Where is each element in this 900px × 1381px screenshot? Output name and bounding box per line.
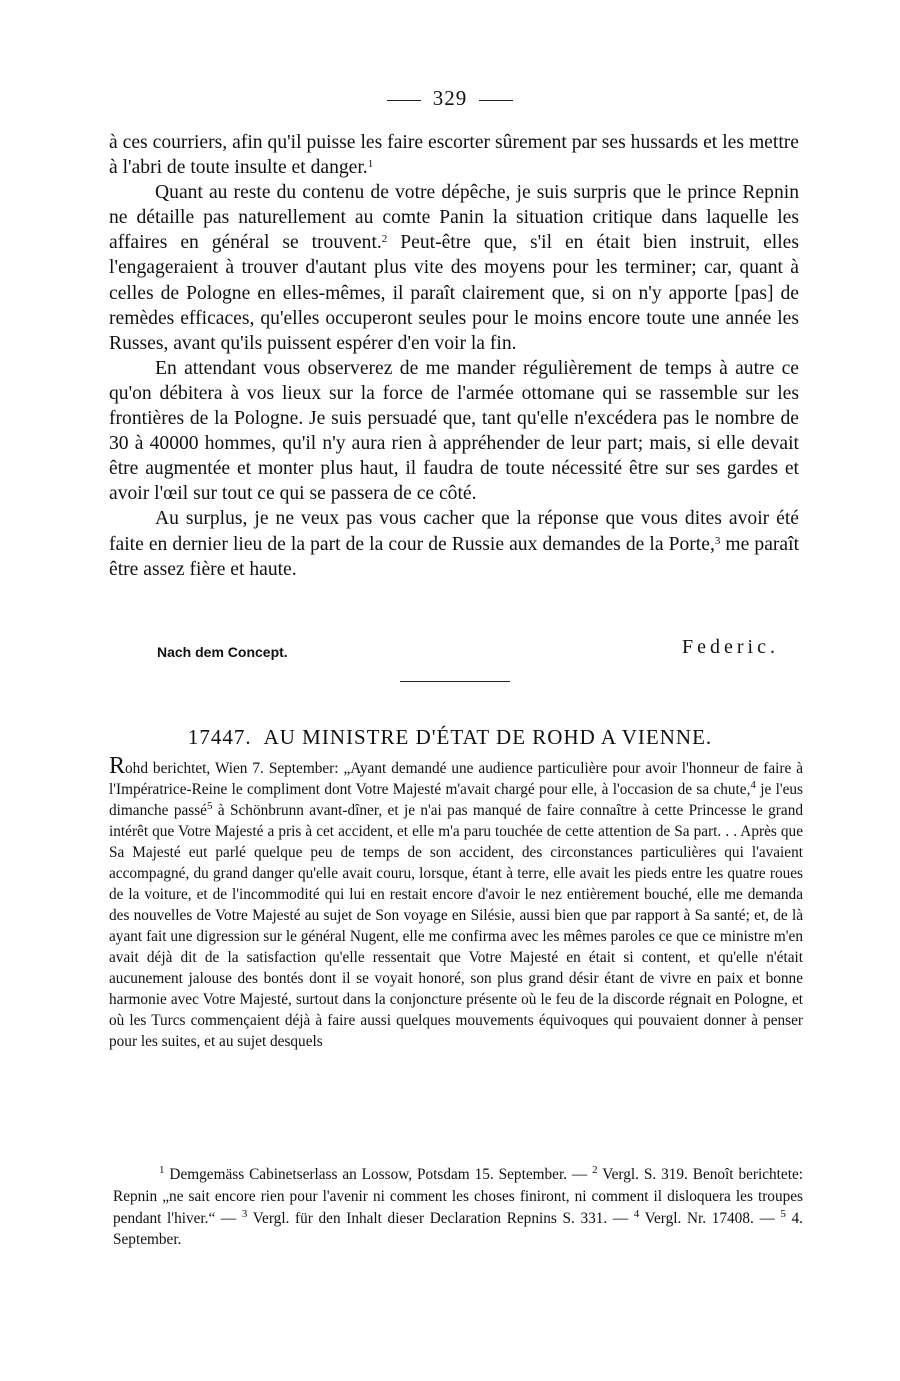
footnote-3: Vergl. für den Inhalt dieser Declaration Repnins S. 331. — (247, 1209, 634, 1227)
main-text (109, 130, 799, 582)
paragraph-4-text-a: Au surplus, je ne veux pas vous cacher que la réponse que vous dites avoir été faite en dernier lieu de la part de la cour de Russie aux demandes de la Porte, (109, 508, 799, 555)
footnote-ref-1: 1 (367, 158, 374, 171)
footnote-ref-5: 5 (206, 800, 213, 812)
footnote-mark-4: 4 (633, 1207, 640, 1220)
paragraph-1 (109, 130, 799, 180)
report-text-b: je l'eus dimanche passé (109, 781, 803, 819)
paragraph-1-text: à ces courriers, afin qu'il puisse les faire escorter sûrement par ses hussards et les mettre à l'abri de toute insulte et danger. (109, 132, 799, 179)
paragraph-2-text-b: Peut-être que, s'il en était bien instruit, elles l'engageraient à trouver d'autant plus vite des moyens pour les terminer; car, quant à celles de Pologne en elles-mêmes, il paraît clairement que, si on n'y apporte [pas] de remèdes efficaces, qu'elles occuperont seules pour le moins encore toute une année les Russes, avant qu'ils puissent espérer d'en voir la fin. (109, 232, 800, 354)
letter-number: 17447. (187, 725, 252, 749)
footnote-ref-4: 4 (750, 779, 756, 791)
footnote-ref-3: 3 (714, 534, 721, 547)
footnote-mark-5: 5 (780, 1207, 786, 1220)
section-divider (400, 681, 510, 682)
letter-title: AU MINISTRE D'ÉTAT DE ROHD A VIENNE. (263, 725, 713, 749)
footnote-5: 4. September. (113, 1209, 804, 1249)
footnote-block (113, 1164, 803, 1251)
report-initial: R (109, 753, 126, 779)
page-number: 329 (432, 86, 468, 110)
report-text (109, 753, 803, 1052)
page-header (0, 86, 900, 111)
footnote-ref-2: 2 (381, 233, 388, 246)
paragraph-2-text-a: Quant au reste du contenu de votre dépêche, je suis surpris que le prince Repnin ne détaille pas naturellement au comte Panin la situation critique dans laquelle les affaires en général se trouvent. (109, 182, 799, 254)
report-text-c: à Schönbrunn avant-dîner, et je n'ai pas manqué de faire connaître à cette Princesse le grand intérêt que Votre Majesté a pris à cet accident, et elle m'a paru touchée de cette attention de Sa part. . . Après que Sa Majesté eut parlé quelque peu de temps de son accident, des circonstances particulières qui l'avaient accompagné, du grand danger qu'elle avait couru, lorsque, étant à terre, elle avait les pieds entre les quatre roues de la voiture, et de l'incommodité qui lui en restait encore d'avoir le nez entièrement bouché, elle me demanda des nouvelles de Votre Majesté au sujet de Son voyage en Silésie, aussi bien que par rapport à Sa santé; et, de là ayant fait une digression sur le général Nugent, elle me confirma avec les mêmes paroles ce que ce ministre m'en avait déjà dit de la satisfaction qu'elle ressentait que Votre Majesté en était si content, et qu'elle n'était aucunement jalouse des bontés dont il se voyait honoré, son plus grand désir étant de vivre en paix et bonne harmonie avec Votre Majesté, surtout dans la conjoncture présente où le feu de la discorde régnait en Pologne, et où les Turcs commençaient déjà à faire aussi quelques mouvements équivoques qui pouvaient donner à penser pour les suites, et au sujet desquels (109, 802, 803, 1050)
header-dash-right (479, 100, 513, 101)
footnote-2: Vergl. S. 319. Benoît berichtete: Repnin „ne sait encore rien pour l'avenir ni comment les choses finiront, ni comment il disloquera les troupes pendant l'hiver.“ — (113, 1166, 804, 1227)
footnote-1: Demgemäss Cabinetserlass an Lossow, Potsdam 15. September. — (164, 1166, 593, 1183)
paragraph-3: En attendant vous observerez de me mander régulièrement de temps à autre ce qu'on débitera à vos lieux sur la force de l'armée ottomane qui se rassemble sur les frontières de la Pologne. Je suis persuadé que, tant qu'elle n'excédera pas le nombre de 30 à 40000 hommes, qu'il n'y aura rien à appréhender de leur part; mais, si elle devait être augmentée et monter plus haut, il faudra de toute nécessité être sur ses gardes et avoir l'œil sur tout ce qui se passera de ce côté. (109, 357, 799, 505)
paragraph-4-text-b: me paraît être assez fière et haute. (109, 533, 800, 580)
closing-row (157, 636, 779, 662)
source-note: Nach dem Concept. (157, 644, 288, 660)
report-text-a: ohd berichtet, Wien 7. September: „Ayant demandé une audience particulière pour avoir l'honneur de faire à l'Impératrice-Reine le compliment dont Votre Majesté m'avait chargé pour elle, à l'occasion de sa chute, (109, 760, 803, 798)
footnote-mark-3: 3 (241, 1207, 248, 1220)
footnote-mark-2: 2 (592, 1164, 598, 1176)
letter-heading (0, 725, 900, 750)
signature: Federic. (682, 636, 779, 658)
paragraph-4 (109, 506, 799, 581)
footnote-4: Vergl. Nr. 17408. — (639, 1209, 781, 1227)
footnote-mark-1: 1 (159, 1164, 165, 1176)
footnotes (113, 1164, 803, 1251)
header-dash-left (387, 100, 421, 101)
paragraph-2 (109, 180, 799, 356)
